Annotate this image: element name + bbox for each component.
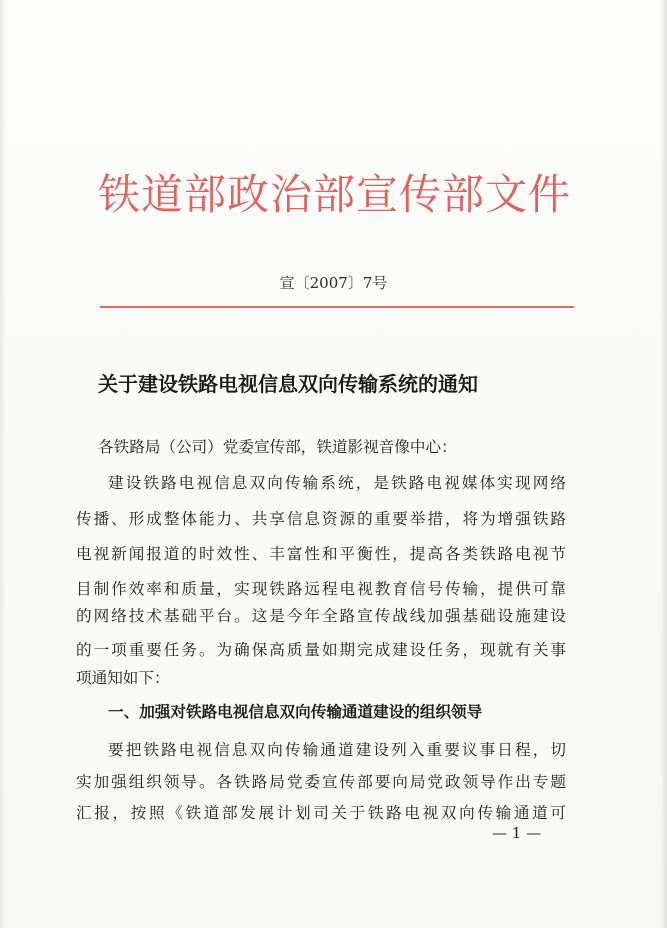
paragraph1-line-4: 目制作效率和质量，实现铁路远程电视教育信号传输，提供可靠: [76, 580, 566, 598]
paragraph1-line-1: 建设铁路电视信息双向传输系统，是铁路电视媒体实现网络: [108, 474, 566, 492]
paragraph2-line-1: 要把铁路电视信息双向传输通道建设列入重要议事日程，切: [108, 741, 566, 759]
paragraph1-line-7: 项通知如下：: [76, 669, 170, 687]
salutation: 各铁路局（公司）党委宣传部，铁道影视音像中心：: [98, 438, 457, 456]
paragraph1-line-2: 传播、形成整体能力、共享信息资源的重要举措，将为增强铁路: [76, 510, 566, 528]
paragraph1-line-5: 的网络技术基础平台。这是今年全路宣传战线加强基础设施建设: [76, 607, 566, 625]
document-header-title: 铁道部政治部宣传部文件: [98, 170, 572, 219]
paragraph2-line-2: 实加强组织领导。各铁路局党委宣传部要向局党政领导作出专题: [76, 773, 566, 791]
red-divider-line: [100, 306, 574, 308]
paragraph2-line-3: 汇报，按照《铁道部发展计划司关于铁路电视双向传输通道可: [76, 804, 566, 822]
paragraph1-line-3: 电视新闻报道的时效性、丰富性和平衡性，提高各类铁路电视节: [76, 545, 566, 563]
document-number: 宣〔2007〕7号: [279, 274, 388, 292]
paragraph1-line-6: 的一项重要任务。为确保高质量如期完成建设任务，现就有关事: [76, 641, 566, 659]
notice-title: 关于建设铁路电视信息双向传输系统的通知: [98, 372, 478, 396]
page-number: — 1 —: [492, 824, 542, 842]
page-edge-shadow-left: [0, 0, 6, 928]
page-edge-shadow-right: [660, 0, 667, 928]
section-heading-1: 一、加强对铁路电视信息双向传输通道建设的组织领导: [108, 703, 483, 721]
